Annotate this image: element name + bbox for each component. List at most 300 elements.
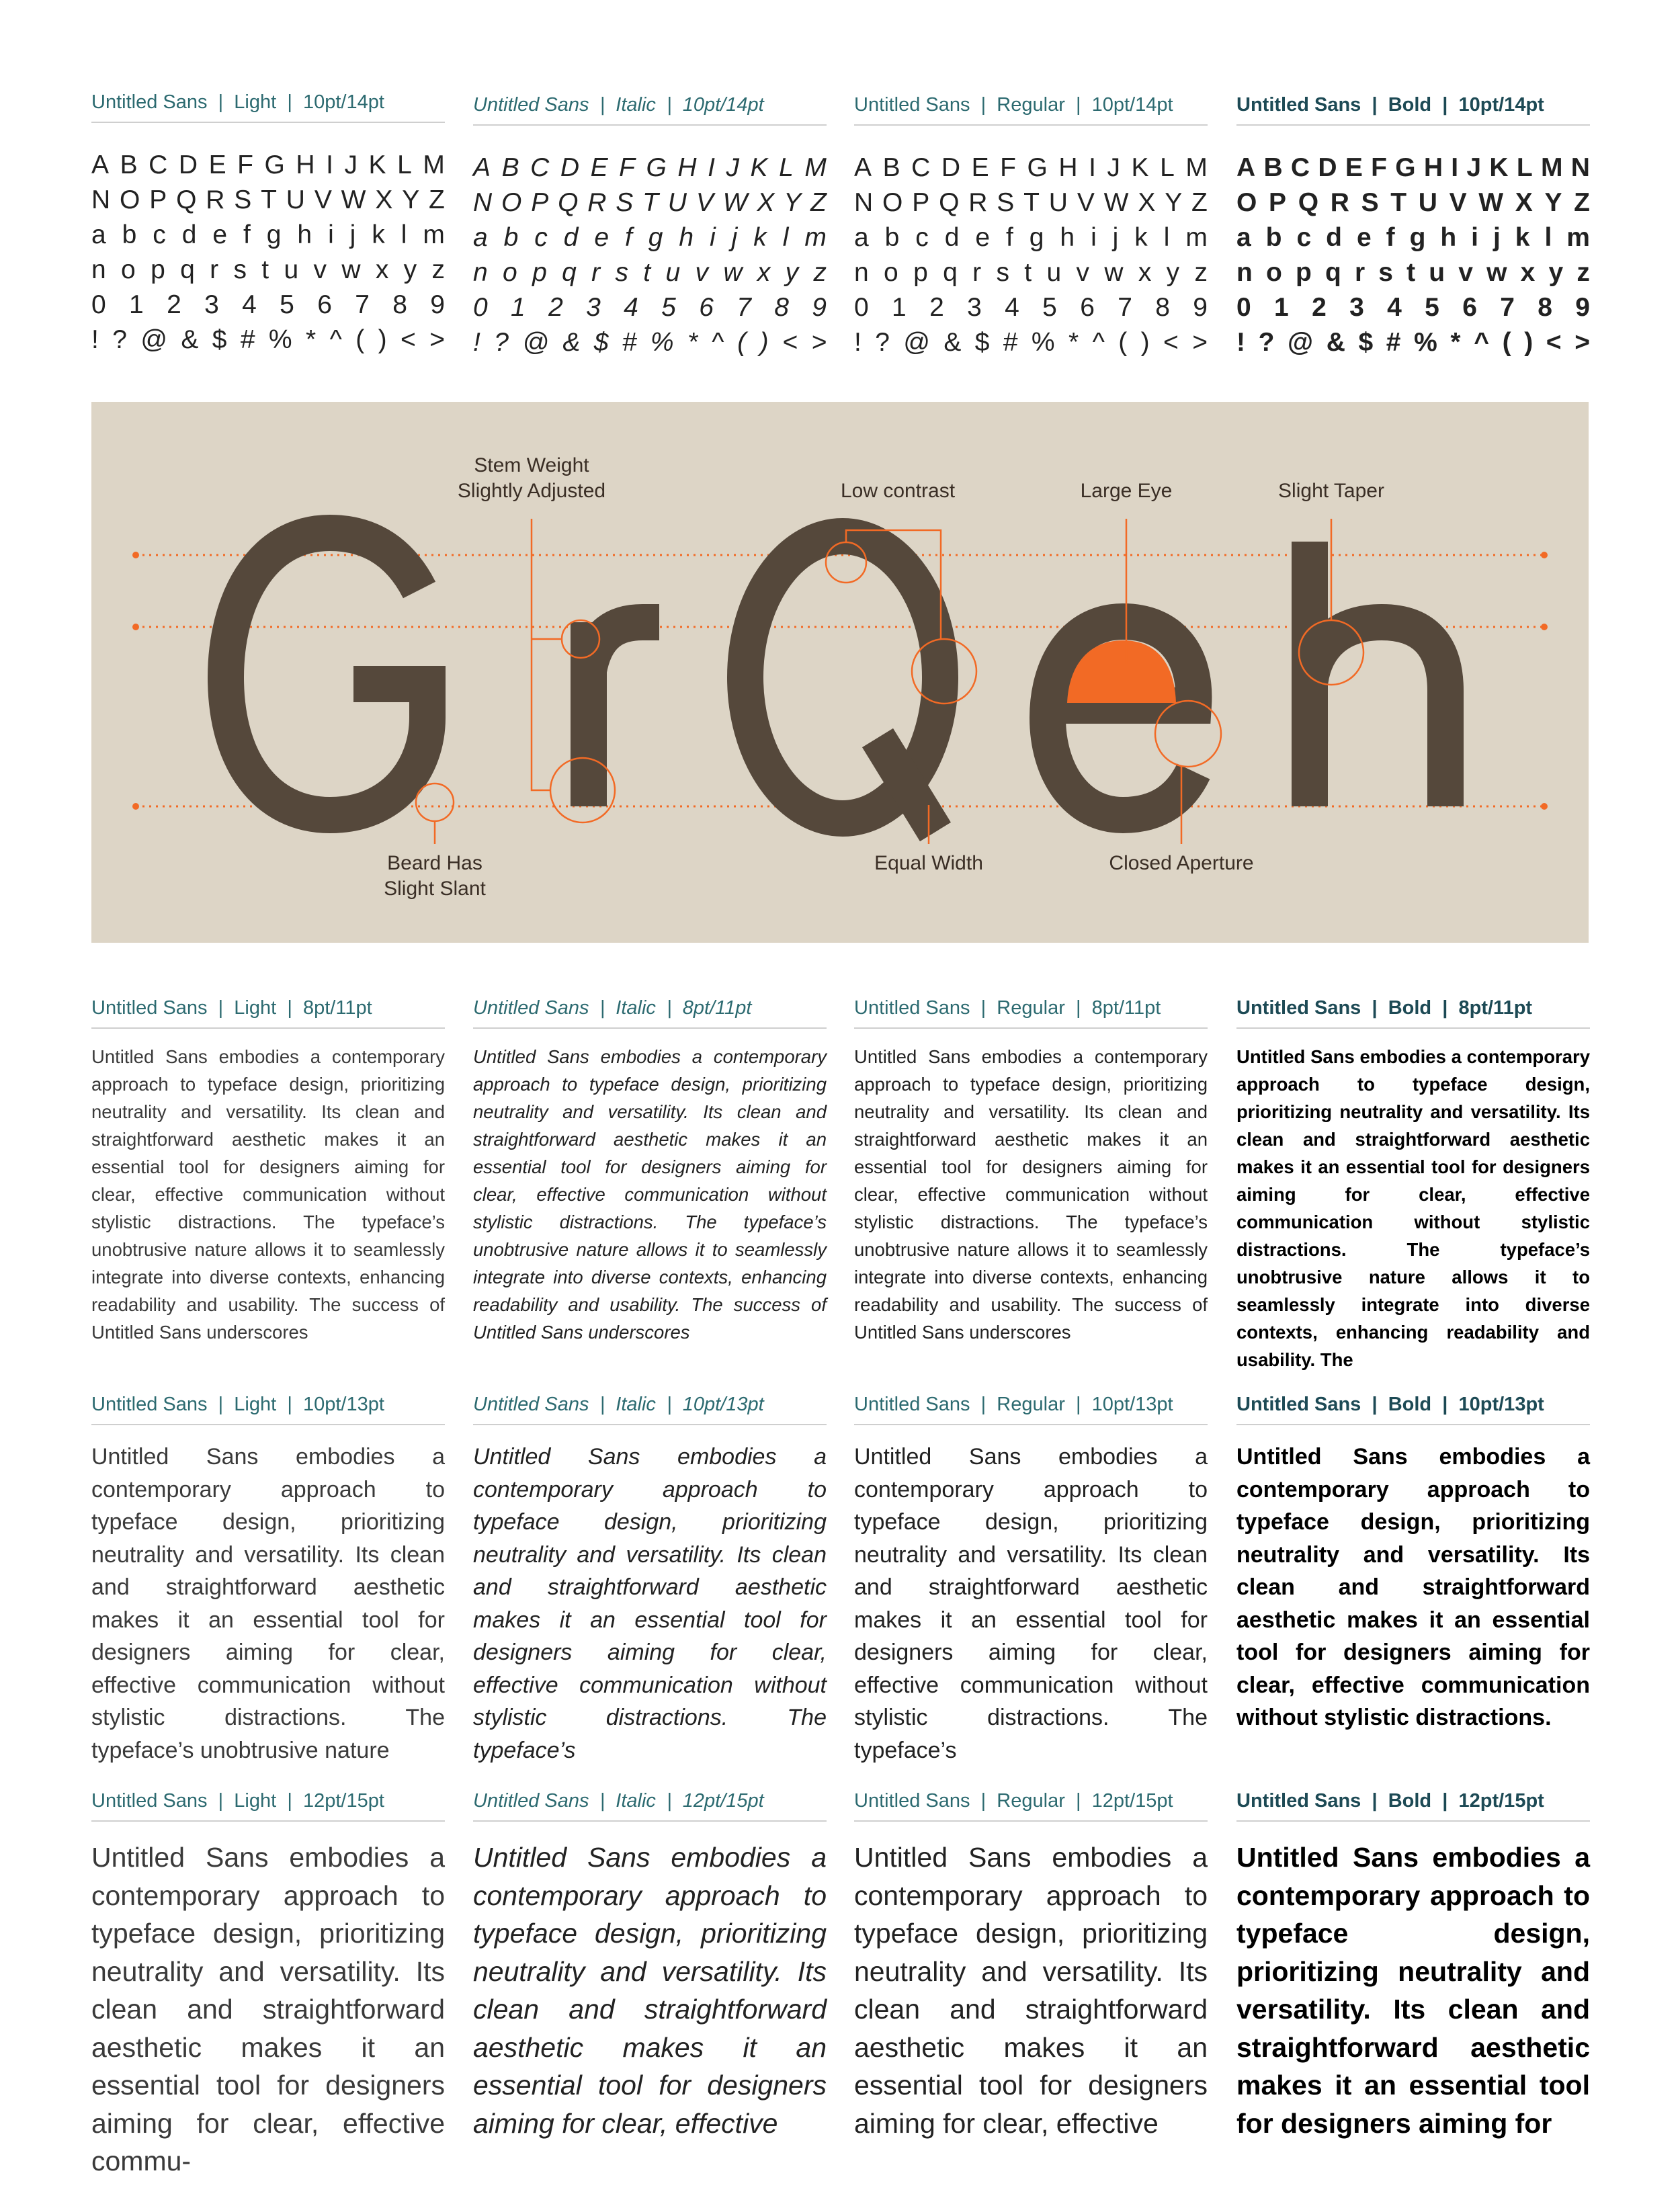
glyph: q — [1325, 258, 1341, 287]
glyph-row — [473, 185, 827, 220]
glyph: O — [882, 188, 903, 217]
glyph: M — [1540, 153, 1563, 182]
glyph: 4 — [624, 293, 638, 322]
specimen-letters — [226, 533, 1445, 832]
glyph: k — [753, 223, 767, 252]
glyph: u — [284, 255, 299, 284]
glyph-row — [91, 183, 445, 218]
glyph: ! — [91, 325, 99, 354]
glyph: N — [473, 188, 493, 217]
glyph: 8 — [774, 293, 789, 322]
glyph: H — [677, 153, 697, 182]
glyph: O — [1236, 188, 1257, 217]
glyph: e — [594, 223, 610, 252]
glyph: A — [854, 153, 872, 182]
glyph: * — [1068, 328, 1079, 357]
glyph: G — [646, 153, 667, 182]
glyph: l — [1163, 223, 1170, 252]
glyph: E — [971, 153, 989, 182]
glyph: 6 — [1462, 293, 1477, 322]
glyph: Y — [1165, 188, 1183, 217]
glyph-row — [473, 325, 827, 360]
glyph: ( — [1118, 328, 1128, 357]
glyph: R — [968, 188, 988, 217]
glyph: > — [429, 325, 445, 354]
glyph: Q — [939, 188, 960, 217]
glyph: # — [240, 325, 255, 354]
glyph: R — [206, 185, 225, 214]
guide-dot — [132, 624, 139, 630]
guide-dots — [132, 552, 1548, 810]
glyph: F — [1371, 153, 1387, 182]
glyph-anatomy-specimen — [91, 402, 1589, 943]
glyph: 9 — [812, 293, 827, 322]
glyph: $ — [212, 325, 227, 354]
glyph: 2 — [1312, 293, 1327, 322]
glyph: % — [650, 328, 674, 357]
annotation-equal-width: Equal Width — [874, 852, 983, 874]
glyph: T — [642, 188, 659, 217]
glyph: @ — [522, 328, 549, 357]
glyph: 4 — [1005, 293, 1019, 322]
glyph: o — [1265, 258, 1282, 287]
glyph: h — [297, 220, 312, 249]
glyph: o — [121, 255, 136, 284]
glyph: n — [1236, 258, 1253, 287]
glyph: ( — [737, 328, 747, 357]
glyph: I — [708, 153, 715, 182]
glyph: Z — [810, 188, 827, 217]
glyph: f — [1386, 223, 1395, 252]
glyph: X — [757, 188, 775, 217]
glyph: Q — [1298, 188, 1319, 217]
glyph: & — [562, 328, 581, 357]
glyph: l — [782, 223, 789, 252]
glyph: v — [1458, 258, 1473, 287]
glyph: g — [266, 220, 282, 249]
paragraph: Untitled Sans embodies a contemporary approach to typeface design, prioritizing neutrality and versatility. Its clean and straightforward aesthetic makes it an essential tool for designers aiming for clear, effective communication without stylistic distractions. The typeface’s — [473, 1444, 827, 1763]
glyph: 6 — [317, 290, 332, 319]
glyph: b — [122, 220, 137, 249]
style-label: Untitled Sans | Italic | 10pt/13pt — [473, 1395, 827, 1425]
glyph: O — [501, 188, 522, 217]
glyph: u — [665, 258, 681, 287]
glyph: L — [779, 153, 794, 182]
glyph: Q — [558, 188, 579, 217]
glyph: t — [643, 258, 651, 287]
glyph: n — [854, 258, 869, 287]
paragraph: Untitled Sans embodies a contemporary approach to typeface design, prioritizing neutrality and versatility. Its clean and straightforward aesthetic makes it an essential tool for designers aiming for clear, effective communication without stylistic distractions. — [1236, 1444, 1590, 1730]
glyph: M — [804, 153, 827, 182]
glyph: 5 — [1042, 293, 1057, 322]
glyph: k — [1134, 223, 1148, 252]
glyph: C — [911, 153, 931, 182]
glyph: e — [1356, 223, 1372, 252]
glyph: @ — [903, 328, 930, 357]
glyph: q — [562, 258, 577, 287]
glyph: * — [305, 325, 317, 354]
glyph: m — [1185, 223, 1208, 252]
glyph: E — [1345, 153, 1363, 182]
glyph: I — [1089, 153, 1096, 182]
glyph: ? — [494, 328, 509, 357]
glyph: ! — [473, 328, 480, 357]
glyph: H — [1423, 153, 1443, 182]
glyph: * — [687, 328, 698, 357]
glyph: a — [473, 223, 488, 252]
glyph: c — [153, 220, 166, 249]
glyph: r — [591, 258, 601, 287]
style-label: Untitled Sans | Italic | 10pt/14pt — [473, 95, 827, 126]
glyph: j — [349, 220, 356, 249]
letter-g — [226, 533, 427, 815]
glyph: M — [423, 151, 445, 179]
glyph: z — [1194, 258, 1208, 287]
glyph: < — [782, 328, 798, 357]
stem-leader — [532, 519, 550, 790]
glyph: H — [1058, 153, 1078, 182]
annotation-slight-taper: Slight Taper — [1278, 480, 1384, 502]
glyph: 2 — [548, 293, 563, 322]
glyph-row — [1236, 220, 1590, 255]
glyph-row — [473, 290, 827, 325]
glyph: m — [1566, 223, 1590, 252]
annotation-beard — [341, 851, 529, 902]
glyph: U — [667, 188, 687, 217]
glyph: ? — [875, 328, 890, 357]
glyph: Z — [1574, 188, 1590, 217]
style-label: Untitled Sans | Bold | 8pt/11pt — [1236, 999, 1590, 1029]
glyph: R — [1330, 188, 1349, 217]
style-label: Untitled Sans | Light | 12pt/15pt — [91, 1791, 445, 1822]
guide-dot — [1541, 552, 1548, 558]
style-label: Untitled Sans | Regular | 10pt/14pt — [854, 95, 1208, 126]
glyph: B — [1263, 153, 1283, 182]
style-label: Untitled Sans | Bold | 10pt/13pt — [1236, 1395, 1590, 1425]
style-label: Untitled Sans | Light | 10pt/14pt — [91, 93, 445, 123]
style-label: Untitled Sans | Light | 10pt/13pt — [91, 1395, 445, 1425]
glyph: $ — [1358, 328, 1374, 357]
glyph: z — [813, 258, 827, 287]
glyph: a — [854, 223, 869, 252]
glyph: & — [943, 328, 962, 357]
glyph: b — [884, 223, 900, 252]
glyph: A — [91, 151, 110, 179]
glyph: 9 — [1575, 293, 1590, 322]
glyph: f — [1006, 223, 1013, 252]
glyph: C — [1290, 153, 1310, 182]
glyph: ^ — [711, 328, 724, 357]
glyph: S — [1361, 188, 1379, 217]
glyph: x — [375, 255, 389, 284]
beard-circle — [416, 784, 454, 821]
annotation-line: Stem Weight — [474, 454, 589, 476]
glyph: % — [1031, 328, 1055, 357]
guide-dot — [1541, 624, 1548, 630]
glyph: i — [1091, 223, 1097, 252]
glyph: s — [615, 258, 628, 287]
glyph: # — [622, 328, 637, 357]
annotation-large-eye: Large Eye — [1080, 480, 1173, 502]
glyph: 7 — [737, 293, 751, 322]
paragraph: Untitled Sans embodies a contemporary approach to typeface design, prioritizing neutrality and versatility. Its clean and straightforward aesthetic makes it an essential tool for designers aiming for clear, effective communication without stylistic distractions. The typeface’s unobtrusive nature allows it to seamlessly integrate into diverse contexts, enhancing readability and usability. The success of Untitled Sans underscores — [854, 1046, 1208, 1343]
annotation-stem-weight — [417, 453, 646, 504]
paragraph: Untitled Sans embodies a contemporary approach to typeface design, prioritizing neutrality and versatility. Its clean and straightforward aesthetic makes it an essential tool for designers aiming for clear, effective communication without stylistic distractions. The typeface’s unobtrusive nature allows it to seamlessly integrate into diverse contexts, enhancing readability and usability. The success of Untitled Sans underscores — [473, 1046, 827, 1343]
glyph: ( — [1502, 328, 1511, 357]
glyph-row — [854, 220, 1208, 255]
glyph: b — [1265, 223, 1282, 252]
glyph: S — [234, 185, 252, 214]
glyph: 3 — [967, 293, 982, 322]
glyph: E — [590, 153, 608, 182]
glyph: c — [534, 223, 548, 252]
glyph: J — [344, 151, 358, 179]
paragraph: Untitled Sans embodies a contemporary approach to typeface design, prioritizing neutrality and versatility. Its clean and straightforward aesthetic makes it an essential tool for designers aiming for clear, effective communication without stylistic distractions. The typeface’s — [854, 1444, 1208, 1763]
glyph: e — [975, 223, 991, 252]
glyph: m — [804, 223, 827, 252]
glyph-row — [91, 218, 445, 253]
style-label: Untitled Sans | Bold | 10pt/14pt — [1236, 95, 1590, 126]
glyph: 4 — [1387, 293, 1402, 322]
glyph: C — [149, 151, 168, 179]
style-label: Untitled Sans | Italic | 12pt/15pt — [473, 1791, 827, 1822]
paragraph: Untitled Sans embodies a contemporary approach to typeface design, prioritizing neutrality and versatility. Its clean and straightforward aesthetic makes it an essential tool for designers aiming for clear, effective commu- — [91, 1842, 445, 2176]
glyph-row — [473, 151, 827, 185]
glyph: % — [1414, 328, 1437, 357]
glyph: D — [178, 151, 198, 179]
glyph: ) — [378, 325, 387, 354]
glyph: t — [261, 255, 269, 284]
glyph: 7 — [1500, 293, 1515, 322]
glyph-grid — [473, 151, 827, 360]
glyph: h — [679, 223, 694, 252]
glyph: s — [233, 255, 247, 284]
glyph: M — [1185, 153, 1208, 182]
glyph: L — [1516, 153, 1533, 182]
glyph: G — [1395, 153, 1416, 182]
glyph: H — [296, 151, 315, 179]
glyph: C — [530, 153, 550, 182]
guide-lines — [136, 555, 1544, 806]
glyph: B — [120, 151, 138, 179]
glyph: ( — [355, 325, 365, 354]
glyph: 2 — [167, 290, 181, 319]
glyph-row — [1236, 290, 1590, 325]
style-label: Untitled Sans | Italic | 8pt/11pt — [473, 999, 827, 1029]
glyph: 1 — [129, 290, 144, 319]
glyph: P — [1269, 188, 1287, 217]
glyph: 8 — [1538, 293, 1552, 322]
glyph: K — [1489, 153, 1509, 182]
glyph: X — [1138, 188, 1156, 217]
glyph: X — [1515, 188, 1533, 217]
glyph: & — [181, 325, 199, 354]
glyph: S — [997, 188, 1015, 217]
glyph-row — [91, 253, 445, 288]
glyph: a — [91, 220, 106, 249]
paragraph: Untitled Sans embodies a contemporary approach to typeface design, prioritizing neutrality and versatility. Its clean and straightforward aesthetic makes it an essential tool for designers aiming for — [1236, 1842, 1590, 2139]
glyph-row — [1236, 325, 1590, 360]
glyph: w — [1486, 258, 1507, 287]
glyph: O — [120, 185, 140, 214]
glyph: % — [268, 325, 292, 354]
glyph: l — [401, 220, 407, 249]
annotation-line: Beard Has — [387, 852, 482, 874]
glyph: r — [210, 255, 219, 284]
glyph: ) — [759, 328, 769, 357]
glyph: d — [563, 223, 579, 252]
glyph: j — [1112, 223, 1119, 252]
glyph: > — [1192, 328, 1208, 357]
glyph: V — [314, 185, 332, 214]
glyph: G — [1027, 153, 1048, 182]
glyph: N — [1570, 153, 1590, 182]
glyph: c — [915, 223, 929, 252]
glyph-row — [1236, 255, 1590, 290]
glyph-row — [91, 148, 445, 183]
glyph: i — [328, 220, 334, 249]
glyph: Y — [1544, 188, 1562, 217]
glyph: s — [1378, 258, 1393, 287]
guide-dot — [1541, 803, 1548, 810]
glyph: y — [785, 258, 799, 287]
glyph: ^ — [1474, 328, 1489, 357]
glyph: z — [1577, 258, 1590, 287]
glyph: P — [912, 188, 930, 217]
glyph: n — [473, 258, 488, 287]
glyph: 0 — [1236, 293, 1251, 322]
guide-dot — [132, 803, 139, 810]
glyph: 4 — [242, 290, 257, 319]
glyph: A — [1236, 153, 1256, 182]
glyph: Y — [784, 188, 802, 217]
glyph: < — [1163, 328, 1179, 357]
glyph: t — [1406, 258, 1416, 287]
glyph: Q — [176, 185, 197, 214]
glyph: v — [695, 258, 708, 287]
glyph: ^ — [1092, 328, 1105, 357]
glyph: W — [1478, 188, 1504, 217]
glyph-row — [854, 151, 1208, 185]
glyph-row — [91, 323, 445, 357]
style-label: Untitled Sans | Regular | 8pt/11pt — [854, 999, 1208, 1029]
glyph: 9 — [1193, 293, 1208, 322]
glyph: $ — [593, 328, 609, 357]
style-label: Untitled Sans | Bold | 12pt/15pt — [1236, 1791, 1590, 1822]
glyph: h — [1440, 223, 1457, 252]
glyph: # — [1003, 328, 1018, 357]
glyph: w — [1104, 258, 1124, 287]
glyph: Z — [1191, 188, 1208, 217]
glyph: ) — [1140, 328, 1150, 357]
glyph: W — [341, 185, 366, 214]
glyph-row — [1236, 185, 1590, 220]
glyph: 3 — [586, 293, 601, 322]
glyph: r — [972, 258, 982, 287]
glyph: < — [401, 325, 416, 354]
glyph: v — [313, 255, 327, 284]
glyph: F — [1000, 153, 1016, 182]
glyph: V — [1077, 188, 1095, 217]
glyph-row — [473, 220, 827, 255]
glyph: p — [1295, 258, 1312, 287]
glyph-row — [1236, 151, 1590, 185]
glyph: ? — [1258, 328, 1275, 357]
glyph: w — [723, 258, 743, 287]
glyph: S — [616, 188, 634, 217]
glyph-grid — [1236, 151, 1590, 360]
glyph: 7 — [1118, 293, 1132, 322]
glyph: t — [1024, 258, 1032, 287]
glyph: L — [397, 151, 412, 179]
glyph: x — [757, 258, 771, 287]
glyph: ? — [112, 325, 127, 354]
glyph: j — [731, 223, 738, 252]
glyph: Z — [429, 185, 445, 214]
glyph: e — [212, 220, 228, 249]
glyph: l — [1544, 223, 1552, 252]
glyph: q — [943, 258, 958, 287]
glyph: k — [372, 220, 385, 249]
glyph: 1 — [892, 293, 907, 322]
glyph: w — [341, 255, 361, 284]
glyph: $ — [974, 328, 990, 357]
glyph-grid — [91, 148, 445, 357]
glyph: b — [503, 223, 519, 252]
glyph: ^ — [329, 325, 342, 354]
glyph: h — [1060, 223, 1075, 252]
glyph: x — [1138, 258, 1152, 287]
paragraph: Untitled Sans embodies a contemporary approach to typeface design, prioritizing neutrality and versatility. Its clean and straightforward aesthetic makes it an essential tool for designers aiming for clear, effective — [854, 1842, 1208, 2139]
glyph: q — [180, 255, 195, 284]
glyph: 1 — [511, 293, 526, 322]
glyph: @ — [1288, 328, 1314, 357]
glyph: s — [996, 258, 1009, 287]
glyph: W — [1103, 188, 1129, 217]
glyph: B — [501, 153, 519, 182]
glyph: 6 — [1080, 293, 1095, 322]
glyph: G — [264, 151, 285, 179]
glyph: g — [1409, 223, 1426, 252]
glyph: 8 — [1155, 293, 1170, 322]
glyph: P — [149, 185, 167, 214]
glyph: A — [473, 153, 491, 182]
glyph: F — [237, 151, 253, 179]
glyph: g — [1029, 223, 1044, 252]
glyph: K — [1131, 153, 1149, 182]
glyph: U — [1048, 188, 1068, 217]
paragraph: Untitled Sans embodies a contemporary approach to typeface design, prioritizing neutrality and versatility. Its clean and straightforward aesthetic makes it an essential tool for designers aiming for clear, effective communication without stylistic distractions. The typeface’s unobtrusive nature — [91, 1444, 445, 1763]
glyph: n — [91, 255, 106, 284]
glyph: < — [1546, 328, 1562, 357]
glyph: B — [882, 153, 900, 182]
annotation-line: Slight Slant — [384, 878, 486, 900]
glyph: f — [625, 223, 632, 252]
glyph: p — [913, 258, 928, 287]
glyph: p — [532, 258, 547, 287]
glyph: T — [1390, 188, 1407, 217]
glyph: V — [696, 188, 714, 217]
glyph: N — [91, 185, 111, 214]
glyph-row — [854, 290, 1208, 325]
paragraph: Untitled Sans embodies a contemporary approach to typeface design, prioritizing neutrality and versatility. Its clean and straightforward aesthetic makes it an essential tool for designers aiming for clear, effective — [473, 1842, 827, 2139]
paragraph: Untitled Sans embodies a contemporary approach to typeface design, prioritizing neutrality and versatility. Its clean and straightforward aesthetic makes it an essential tool for designers aiming for clear, effective communication without stylistic distractions. The typeface’s unobtrusive nature allows it to seamlessly integrate into diverse contexts, enhancing readability and usability. The success of Untitled Sans underscores — [91, 1046, 445, 1343]
glyph: k — [1515, 223, 1530, 252]
glyph: L — [1160, 153, 1175, 182]
glyph: z — [431, 255, 445, 284]
glyph: D — [941, 153, 961, 182]
glyph-row — [91, 288, 445, 323]
